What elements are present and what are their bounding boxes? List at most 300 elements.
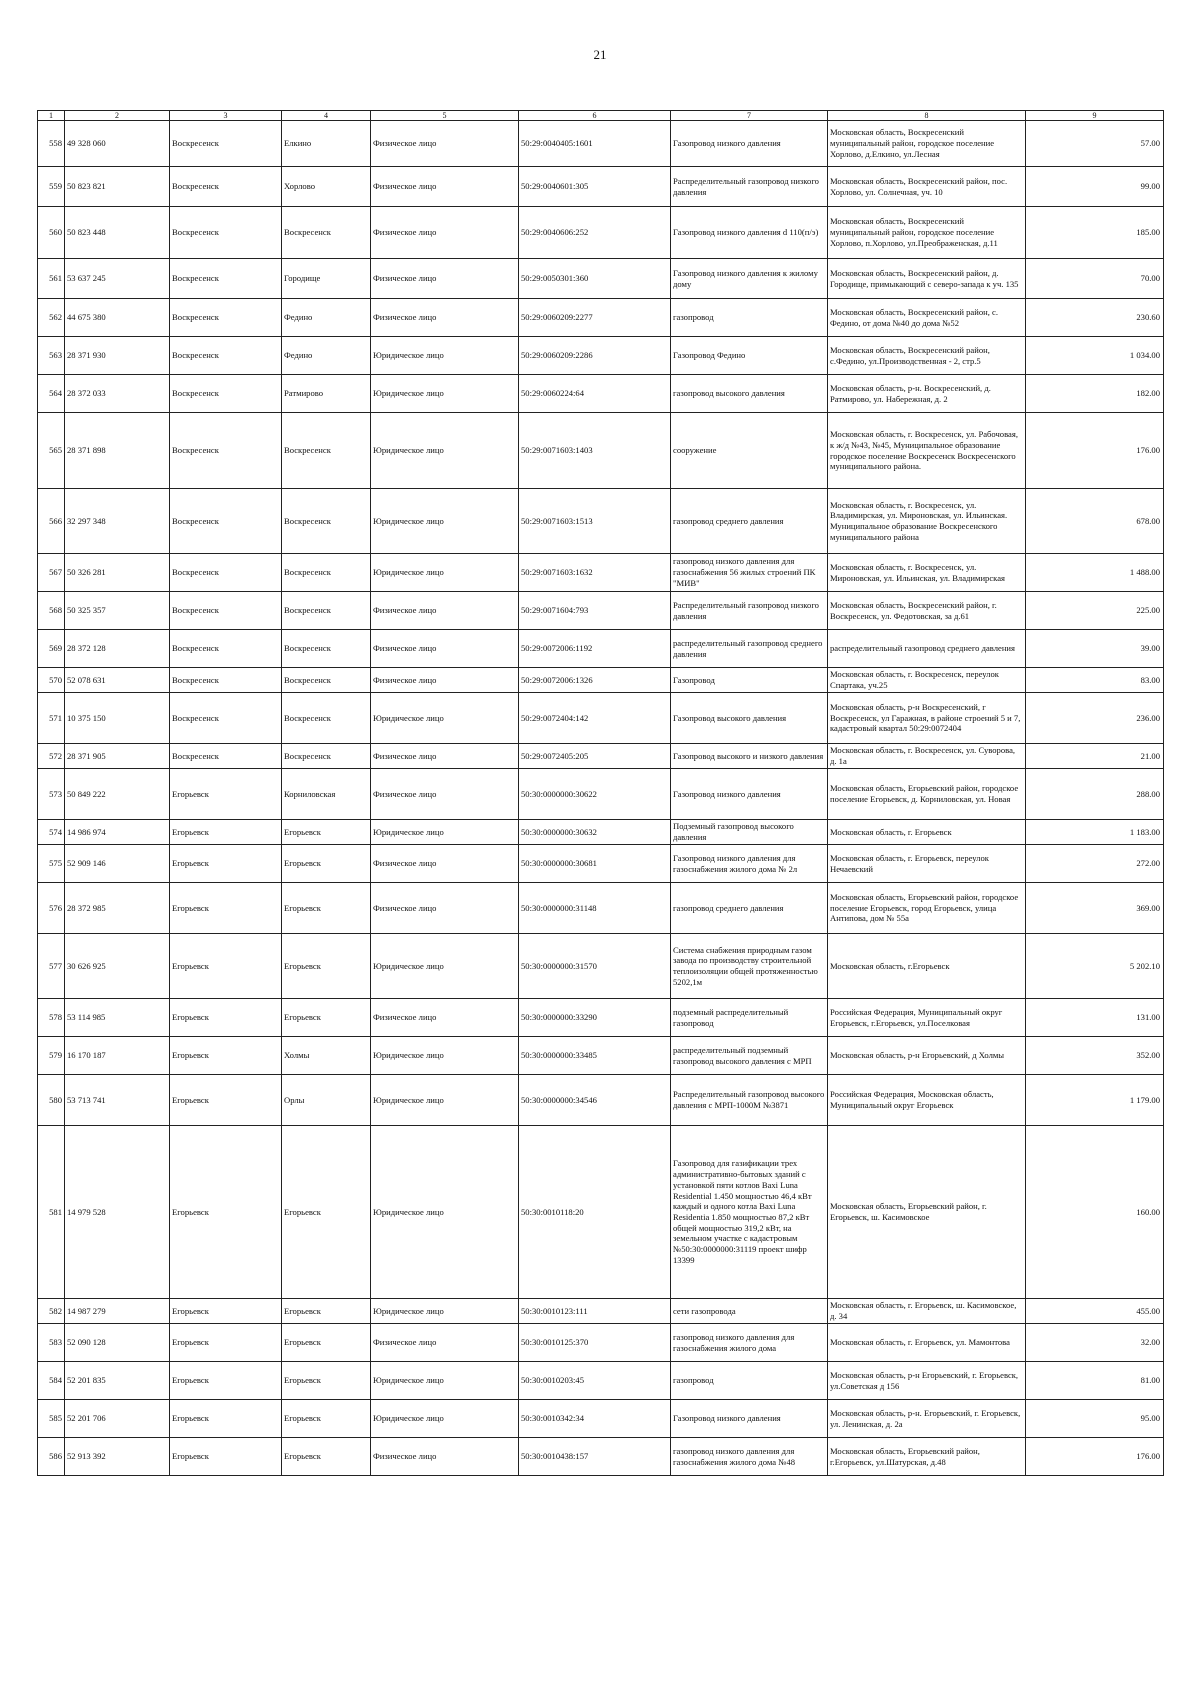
page-number: 21: [593, 47, 607, 62]
cell-address: Московская область, р-н. Егорьевский, г. Егорьевск, ул. Ленинская, д. 2а: [828, 1400, 1026, 1438]
cell-code: 30 626 925: [65, 934, 170, 999]
cell-n: 561: [38, 259, 65, 299]
cell-cadastral: 50:30:0010118:20: [519, 1126, 671, 1299]
column-number-8: 8: [828, 111, 1026, 121]
cell-n: 565: [38, 413, 65, 489]
cell-locality: Федино: [282, 337, 371, 375]
cell-value: 1 179.00: [1026, 1075, 1164, 1126]
table-row: [38, 167, 1164, 207]
cell-owner: Юридическое лицо: [371, 1075, 519, 1126]
cell-locality: Егорьевск: [282, 999, 371, 1037]
cell-object: Газопровод низкого давления: [671, 769, 828, 820]
table-row: [38, 668, 1164, 693]
cell-district: Егорьевск: [170, 820, 282, 845]
cell-value: 99.00: [1026, 167, 1164, 207]
cell-code: 53 114 985: [65, 999, 170, 1037]
column-number-row: [38, 111, 1164, 121]
cell-district: Воскресенск: [170, 668, 282, 693]
cell-locality: Хорлово: [282, 167, 371, 207]
cell-code: 53 713 741: [65, 1075, 170, 1126]
cell-address: Московская область, Егорьевский район, городское поселение Егорьевск, д. Корниловская, ул. Новая: [828, 769, 1026, 820]
cell-district: Воскресенск: [170, 207, 282, 259]
cell-object: распределительный газопровод среднего давления: [671, 630, 828, 668]
cell-address: Московская область, р-н Егорьевский, д Холмы: [828, 1037, 1026, 1075]
cell-code: 16 170 187: [65, 1037, 170, 1075]
cell-address: Московская область, Воскресенский район, пос. Хорлово, ул. Солнечная, уч. 10: [828, 167, 1026, 207]
cell-value: 678.00: [1026, 489, 1164, 554]
cell-owner: Физическое лицо: [371, 121, 519, 167]
cell-owner: Юридическое лицо: [371, 1299, 519, 1324]
registry-table-container: [37, 110, 1163, 1476]
cell-object: Система снабжения природным газом завода по производству строительной теплоизоляции общей протяженностью 5202,1м: [671, 934, 828, 999]
cell-district: Егорьевск: [170, 999, 282, 1037]
cell-owner: Физическое лицо: [371, 999, 519, 1037]
cell-code: 50 325 357: [65, 592, 170, 630]
cell-cadastral: 50:29:0072006:1192: [519, 630, 671, 668]
cell-object: Газопровод высокого и низкого давления: [671, 744, 828, 769]
cell-locality: Ратмирово: [282, 375, 371, 413]
cell-cadastral: 50:29:0040405:1601: [519, 121, 671, 167]
cell-object: Газопровод для газификации трех административно-бытовых зданий с установкой пяти котлов Baxi Luna Residential 1.450 мощностью 46,4 кВт каждый и одного котла Baxi Luna Residentia 1.850 мощностью 87,2 кВт общей мощностью 319,2 кВт, на земельном участке с кадастровым №50:30:0000000:31119 проект шифр 13399: [671, 1126, 828, 1299]
cell-locality: Егорьевск: [282, 883, 371, 934]
cell-cadastral: 50:29:0071603:1513: [519, 489, 671, 554]
cell-district: Егорьевск: [170, 1362, 282, 1400]
cell-district: Воскресенск: [170, 489, 282, 554]
cell-n: 558: [38, 121, 65, 167]
cell-locality: Орлы: [282, 1075, 371, 1126]
table-row: [38, 592, 1164, 630]
cell-owner: Юридическое лицо: [371, 934, 519, 999]
cell-owner: Юридическое лицо: [371, 413, 519, 489]
cell-address: Московская область, Воскресенский район, с.Федино, ул.Производственная - 2, стр.5: [828, 337, 1026, 375]
cell-address: Московская область, Воскресенский муниципальный район, городское поселение Хорлово, п.Хорлово, ул.Преображенская, д.11: [828, 207, 1026, 259]
cell-n: 568: [38, 592, 65, 630]
cell-code: 28 371 898: [65, 413, 170, 489]
cell-district: Воскресенск: [170, 337, 282, 375]
cell-code: 52 201 835: [65, 1362, 170, 1400]
cell-code: 14 986 974: [65, 820, 170, 845]
cell-value: 57.00: [1026, 121, 1164, 167]
table-row: [38, 1299, 1164, 1324]
cell-n: 574: [38, 820, 65, 845]
table-row: [38, 1126, 1164, 1299]
cell-locality: Егорьевск: [282, 845, 371, 883]
table-row: [38, 999, 1164, 1037]
cell-owner: Физическое лицо: [371, 1438, 519, 1476]
cell-address: Московская область, г. Воскресенск, ул. Суворова, д. 1а: [828, 744, 1026, 769]
cell-address: Московская область, р-н. Воскресенский, д. Ратмирово, ул. Набережная, д. 2: [828, 375, 1026, 413]
cell-address: Российская Федерация, Московская область, Муниципальный округ Егорьевск: [828, 1075, 1026, 1126]
cell-owner: Юридическое лицо: [371, 489, 519, 554]
cell-n: 559: [38, 167, 65, 207]
cell-owner: Физическое лицо: [371, 744, 519, 769]
cell-cadastral: 50:30:0000000:30681: [519, 845, 671, 883]
cell-district: Егорьевск: [170, 1126, 282, 1299]
cell-address: Московская область, Егорьевский район, городское поселение Егорьевск, город Егорьевск, улица Антипова, дом № 55а: [828, 883, 1026, 934]
cell-locality: Воскресенск: [282, 744, 371, 769]
cell-locality: Воскресенск: [282, 207, 371, 259]
cell-value: 83.00: [1026, 668, 1164, 693]
cell-cadastral: 50:30:0000000:31148: [519, 883, 671, 934]
cell-object: сети газопровода: [671, 1299, 828, 1324]
cell-n: 572: [38, 744, 65, 769]
cell-code: 53 637 245: [65, 259, 170, 299]
cell-code: 44 675 380: [65, 299, 170, 337]
cell-value: 455.00: [1026, 1299, 1164, 1324]
table-row: [38, 1438, 1164, 1476]
cell-value: 369.00: [1026, 883, 1164, 934]
cell-address: распределительный газопровод среднего давления: [828, 630, 1026, 668]
cell-district: Егорьевск: [170, 883, 282, 934]
cell-cadastral: 50:29:0071603:1403: [519, 413, 671, 489]
cell-object: газопровод низкого давления для газоснабжения жилого дома: [671, 1324, 828, 1362]
cell-cadastral: 50:29:0060224:64: [519, 375, 671, 413]
cell-object: Газопровод низкого давления для газоснабжения жилого дома № 2л: [671, 845, 828, 883]
cell-value: 236.00: [1026, 693, 1164, 744]
cell-cadastral: 50:29:0040601:305: [519, 167, 671, 207]
cell-value: 70.00: [1026, 259, 1164, 299]
cell-locality: Елкино: [282, 121, 371, 167]
table-row: [38, 207, 1164, 259]
cell-code: 52 201 706: [65, 1400, 170, 1438]
cell-owner: Юридическое лицо: [371, 1400, 519, 1438]
cell-owner: Физическое лицо: [371, 299, 519, 337]
cell-owner: Физическое лицо: [371, 167, 519, 207]
cell-object: газопровод низкого давления для газоснабжения 56 жилых строений ПК "МИВ": [671, 554, 828, 592]
cell-n: 560: [38, 207, 65, 259]
cell-locality: Егорьевск: [282, 1438, 371, 1476]
table-row: [38, 744, 1164, 769]
table-row: [38, 693, 1164, 744]
cell-owner: Физическое лицо: [371, 769, 519, 820]
cell-n: 567: [38, 554, 65, 592]
cell-cadastral: 50:30:0000000:30632: [519, 820, 671, 845]
cell-code: 52 909 146: [65, 845, 170, 883]
cell-code: 10 375 150: [65, 693, 170, 744]
cell-n: 585: [38, 1400, 65, 1438]
cell-owner: Юридическое лицо: [371, 1037, 519, 1075]
cell-value: 185.00: [1026, 207, 1164, 259]
cell-district: Егорьевск: [170, 1400, 282, 1438]
cell-locality: Воскресенск: [282, 693, 371, 744]
cell-locality: Федино: [282, 299, 371, 337]
cell-value: 230.60: [1026, 299, 1164, 337]
table-row: [38, 845, 1164, 883]
cell-n: 577: [38, 934, 65, 999]
cell-value: 160.00: [1026, 1126, 1164, 1299]
cell-object: распределительный подземный газопровод высокого давления с МРП: [671, 1037, 828, 1075]
cell-address: Московская область, г. Егорьевск, ш. Касимовское, д. 34: [828, 1299, 1026, 1324]
cell-locality: Воскресенск: [282, 592, 371, 630]
cell-cadastral: 50:29:0072405:205: [519, 744, 671, 769]
cell-object: Газопровод: [671, 668, 828, 693]
cell-code: 28 371 905: [65, 744, 170, 769]
cell-district: Егорьевск: [170, 769, 282, 820]
cell-value: 95.00: [1026, 1400, 1164, 1438]
column-number-5: 5: [371, 111, 519, 121]
cell-locality: Воскресенск: [282, 630, 371, 668]
cell-cadastral: 50:30:0010203:45: [519, 1362, 671, 1400]
cell-locality: Егорьевск: [282, 1126, 371, 1299]
cell-n: 566: [38, 489, 65, 554]
cell-object: газопровод высокого давления: [671, 375, 828, 413]
cell-object: Распределительный газопровод высокого давления с МРП-1000М №3871: [671, 1075, 828, 1126]
column-number-2: 2: [65, 111, 170, 121]
cell-n: 586: [38, 1438, 65, 1476]
cell-locality: Корниловская: [282, 769, 371, 820]
cell-district: Егорьевск: [170, 1438, 282, 1476]
cell-n: 562: [38, 299, 65, 337]
column-number-4: 4: [282, 111, 371, 121]
cell-object: Газопровод низкого давления d 110(п/э): [671, 207, 828, 259]
cell-address: Российская Федерация, Муниципальный округ Егорьевск, г.Егорьевск, ул.Поселковая: [828, 999, 1026, 1037]
cell-n: 580: [38, 1075, 65, 1126]
cell-code: 28 372 033: [65, 375, 170, 413]
cell-owner: Юридическое лицо: [371, 1126, 519, 1299]
cell-n: 569: [38, 630, 65, 668]
cell-cadastral: 50:30:0010342:34: [519, 1400, 671, 1438]
cell-n: 571: [38, 693, 65, 744]
cell-locality: Воскресенск: [282, 413, 371, 489]
cell-n: 584: [38, 1362, 65, 1400]
cell-object: газопровод: [671, 299, 828, 337]
cell-cadastral: 50:29:0060209:2286: [519, 337, 671, 375]
table-row: [38, 769, 1164, 820]
cell-n: 583: [38, 1324, 65, 1362]
cell-object: сооружение: [671, 413, 828, 489]
cell-cadastral: 50:29:0072404:142: [519, 693, 671, 744]
cell-district: Егорьевск: [170, 1075, 282, 1126]
cell-cadastral: 50:30:0010125:370: [519, 1324, 671, 1362]
cell-n: 570: [38, 668, 65, 693]
cell-address: Московская область, г. Егорьевск, переулок Нечаевский: [828, 845, 1026, 883]
table-row: [38, 121, 1164, 167]
cell-locality: Егорьевск: [282, 1362, 371, 1400]
cell-district: Егорьевск: [170, 934, 282, 999]
cell-address: Московская область, Воскресенский муниципальный район, городское поселение Хорлово, д.Елкино, ул.Лесная: [828, 121, 1026, 167]
cell-address: Московская область, г. Воскресенск, ул. Рабочовая, к ж/д №43, №45, Муниципальное образование городское поселение Воскресенск Воскресенского муниципального района.: [828, 413, 1026, 489]
cell-address: Московская область, Воскресенский район, д. Городище, примыкающий с северо-запада к уч. 135: [828, 259, 1026, 299]
cell-locality: Егорьевск: [282, 1324, 371, 1362]
cell-value: 39.00: [1026, 630, 1164, 668]
cell-value: 176.00: [1026, 413, 1164, 489]
cell-value: 176.00: [1026, 1438, 1164, 1476]
cell-value: 182.00: [1026, 375, 1164, 413]
cell-object: газопровод среднего давления: [671, 883, 828, 934]
cell-address: Московская область, г. Егорьевск: [828, 820, 1026, 845]
table-row: [38, 413, 1164, 489]
table-row: [38, 883, 1164, 934]
cell-code: 28 372 985: [65, 883, 170, 934]
cell-n: 578: [38, 999, 65, 1037]
cell-owner: Физическое лицо: [371, 1324, 519, 1362]
table-row: [38, 299, 1164, 337]
cell-object: подземный распределительный газопровод: [671, 999, 828, 1037]
cell-code: 50 823 821: [65, 167, 170, 207]
cell-code: 52 913 392: [65, 1438, 170, 1476]
cell-cadastral: 50:29:0072006:1326: [519, 668, 671, 693]
table-body: [38, 121, 1164, 1476]
cell-owner: Физическое лицо: [371, 259, 519, 299]
column-number-7: 7: [671, 111, 828, 121]
table-header: [38, 111, 1164, 121]
cell-cadastral: 50:30:0010123:111: [519, 1299, 671, 1324]
table-row: [38, 554, 1164, 592]
cell-district: Егорьевск: [170, 1299, 282, 1324]
cell-owner: Юридическое лицо: [371, 1362, 519, 1400]
cell-n: 581: [38, 1126, 65, 1299]
cell-object: газопровод: [671, 1362, 828, 1400]
cell-address: Московская область, Егорьевский район, г. Егорьевск, ш. Касимовское: [828, 1126, 1026, 1299]
cell-owner: Юридическое лицо: [371, 337, 519, 375]
cell-district: Воскресенск: [170, 259, 282, 299]
cell-district: Воскресенск: [170, 121, 282, 167]
cell-cadastral: 50:30:0000000:31570: [519, 934, 671, 999]
cell-code: 49 328 060: [65, 121, 170, 167]
cell-locality: Холмы: [282, 1037, 371, 1075]
cell-locality: Егорьевск: [282, 934, 371, 999]
cell-code: 28 371 930: [65, 337, 170, 375]
cell-owner: Физическое лицо: [371, 207, 519, 259]
cell-address: Московская область, г. Воскресенск, ул. Мироновская, ул. Ильинская, ул. Владимирская: [828, 554, 1026, 592]
cell-value: 81.00: [1026, 1362, 1164, 1400]
cell-value: 131.00: [1026, 999, 1164, 1037]
column-number-3: 3: [170, 111, 282, 121]
cell-district: Егорьевск: [170, 845, 282, 883]
cell-value: 1 034.00: [1026, 337, 1164, 375]
cell-cadastral: 50:30:0000000:33290: [519, 999, 671, 1037]
cell-object: Газопровод Федино: [671, 337, 828, 375]
cell-locality: Воскресенск: [282, 554, 371, 592]
cell-value: 21.00: [1026, 744, 1164, 769]
cell-object: газопровод низкого давления для газоснабжения жилого дома №48: [671, 1438, 828, 1476]
cell-object: Распределительный газопровод низкого давления: [671, 167, 828, 207]
table-row: [38, 1400, 1164, 1438]
cell-value: 288.00: [1026, 769, 1164, 820]
cell-address: Московская область, г. Воскресенск, ул. Владимирская, ул. Мироновская, ул. Ильинская. Муниципальное образование Воскресенского муниципального района: [828, 489, 1026, 554]
cell-district: Воскресенск: [170, 299, 282, 337]
cell-owner: Юридическое лицо: [371, 375, 519, 413]
cell-district: Воскресенск: [170, 630, 282, 668]
cell-address: Московская область, Воскресенский район, г. Воскресенск, ул. Федотовская, за д.61: [828, 592, 1026, 630]
cell-value: 5 202.10: [1026, 934, 1164, 999]
cell-locality: Егорьевск: [282, 820, 371, 845]
cell-n: 579: [38, 1037, 65, 1075]
cell-cadastral: 50:29:0071603:1632: [519, 554, 671, 592]
cell-object: Газопровод низкого давления: [671, 121, 828, 167]
cell-district: Воскресенск: [170, 693, 282, 744]
cell-code: 14 987 279: [65, 1299, 170, 1324]
cell-code: 52 078 631: [65, 668, 170, 693]
cell-locality: Егорьевск: [282, 1299, 371, 1324]
cell-n: 573: [38, 769, 65, 820]
cell-locality: Воскресенск: [282, 489, 371, 554]
cell-district: Воскресенск: [170, 744, 282, 769]
cell-code: 50 849 222: [65, 769, 170, 820]
table-row: [38, 375, 1164, 413]
cell-cadastral: 50:30:0000000:30622: [519, 769, 671, 820]
cell-owner: Физическое лицо: [371, 845, 519, 883]
cell-object: Газопровод высокого давления: [671, 693, 828, 744]
cell-address: Московская область, г. Егорьевск, ул. Мамонтова: [828, 1324, 1026, 1362]
cell-value: 32.00: [1026, 1324, 1164, 1362]
table-row: [38, 489, 1164, 554]
cell-district: Егорьевск: [170, 1324, 282, 1362]
cell-object: Газопровод низкого давления к жилому дому: [671, 259, 828, 299]
cell-district: Егорьевск: [170, 1037, 282, 1075]
cell-owner: Юридическое лицо: [371, 554, 519, 592]
cell-address: Московская область, Егорьевский район, г.Егорьевск, ул.Шатурская, д.48: [828, 1438, 1026, 1476]
cell-address: Московская область, г.Егорьевск: [828, 934, 1026, 999]
cell-address: Московская область, р-н Егорьевский, г. Егорьевск, ул.Советская д 156: [828, 1362, 1026, 1400]
table-row: [38, 820, 1164, 845]
cell-cadastral: 50:30:0010438:157: [519, 1438, 671, 1476]
cell-object: Подземный газопровод высокого давления: [671, 820, 828, 845]
column-number-6: 6: [519, 111, 671, 121]
cell-locality: Городище: [282, 259, 371, 299]
cell-value: 272.00: [1026, 845, 1164, 883]
table-row: [38, 934, 1164, 999]
cell-locality: Егорьевск: [282, 1400, 371, 1438]
registry-table: [37, 110, 1164, 1476]
cell-value: 225.00: [1026, 592, 1164, 630]
cell-cadastral: 50:30:0000000:34546: [519, 1075, 671, 1126]
cell-value: 1 183.00: [1026, 820, 1164, 845]
cell-district: Воскресенск: [170, 413, 282, 489]
cell-code: 52 090 128: [65, 1324, 170, 1362]
cell-locality: Воскресенск: [282, 668, 371, 693]
cell-code: 50 326 281: [65, 554, 170, 592]
table-row: [38, 630, 1164, 668]
cell-n: 576: [38, 883, 65, 934]
cell-owner: Физическое лицо: [371, 630, 519, 668]
table-row: [38, 1075, 1164, 1126]
cell-cadastral: 50:29:0060209:2277: [519, 299, 671, 337]
cell-object: Газопровод низкого давления: [671, 1400, 828, 1438]
table-row: [38, 337, 1164, 375]
cell-n: 575: [38, 845, 65, 883]
cell-object: Распределительный газопровод низкого давления: [671, 592, 828, 630]
table-row: [38, 259, 1164, 299]
cell-object: газопровод среднего давления: [671, 489, 828, 554]
cell-owner: Физическое лицо: [371, 668, 519, 693]
cell-code: 28 372 128: [65, 630, 170, 668]
cell-cadastral: 50:29:0040606:252: [519, 207, 671, 259]
cell-cadastral: 50:29:0050301:360: [519, 259, 671, 299]
cell-district: Воскресенск: [170, 375, 282, 413]
cell-n: 582: [38, 1299, 65, 1324]
cell-n: 563: [38, 337, 65, 375]
table-row: [38, 1324, 1164, 1362]
cell-owner: Физическое лицо: [371, 883, 519, 934]
cell-district: Воскресенск: [170, 167, 282, 207]
column-number-1: 1: [38, 111, 65, 121]
cell-owner: Физическое лицо: [371, 592, 519, 630]
cell-n: 564: [38, 375, 65, 413]
cell-value: 1 488.00: [1026, 554, 1164, 592]
cell-code: 50 823 448: [65, 207, 170, 259]
cell-code: 14 979 528: [65, 1126, 170, 1299]
cell-owner: Юридическое лицо: [371, 693, 519, 744]
cell-district: Воскресенск: [170, 554, 282, 592]
cell-address: Московская область, г. Воскресенск, переулок Спартака, уч.25: [828, 668, 1026, 693]
cell-address: Московская область, р-н Воскресенский, г Воскресенск, ул Гаражная, в районе строений 5 и 7, кадастровый квартал 50:29:0072404: [828, 693, 1026, 744]
cell-owner: Юридическое лицо: [371, 820, 519, 845]
column-number-9: 9: [1026, 111, 1164, 121]
cell-cadastral: 50:30:0000000:33485: [519, 1037, 671, 1075]
cell-value: 352.00: [1026, 1037, 1164, 1075]
cell-cadastral: 50:29:0071604:793: [519, 592, 671, 630]
